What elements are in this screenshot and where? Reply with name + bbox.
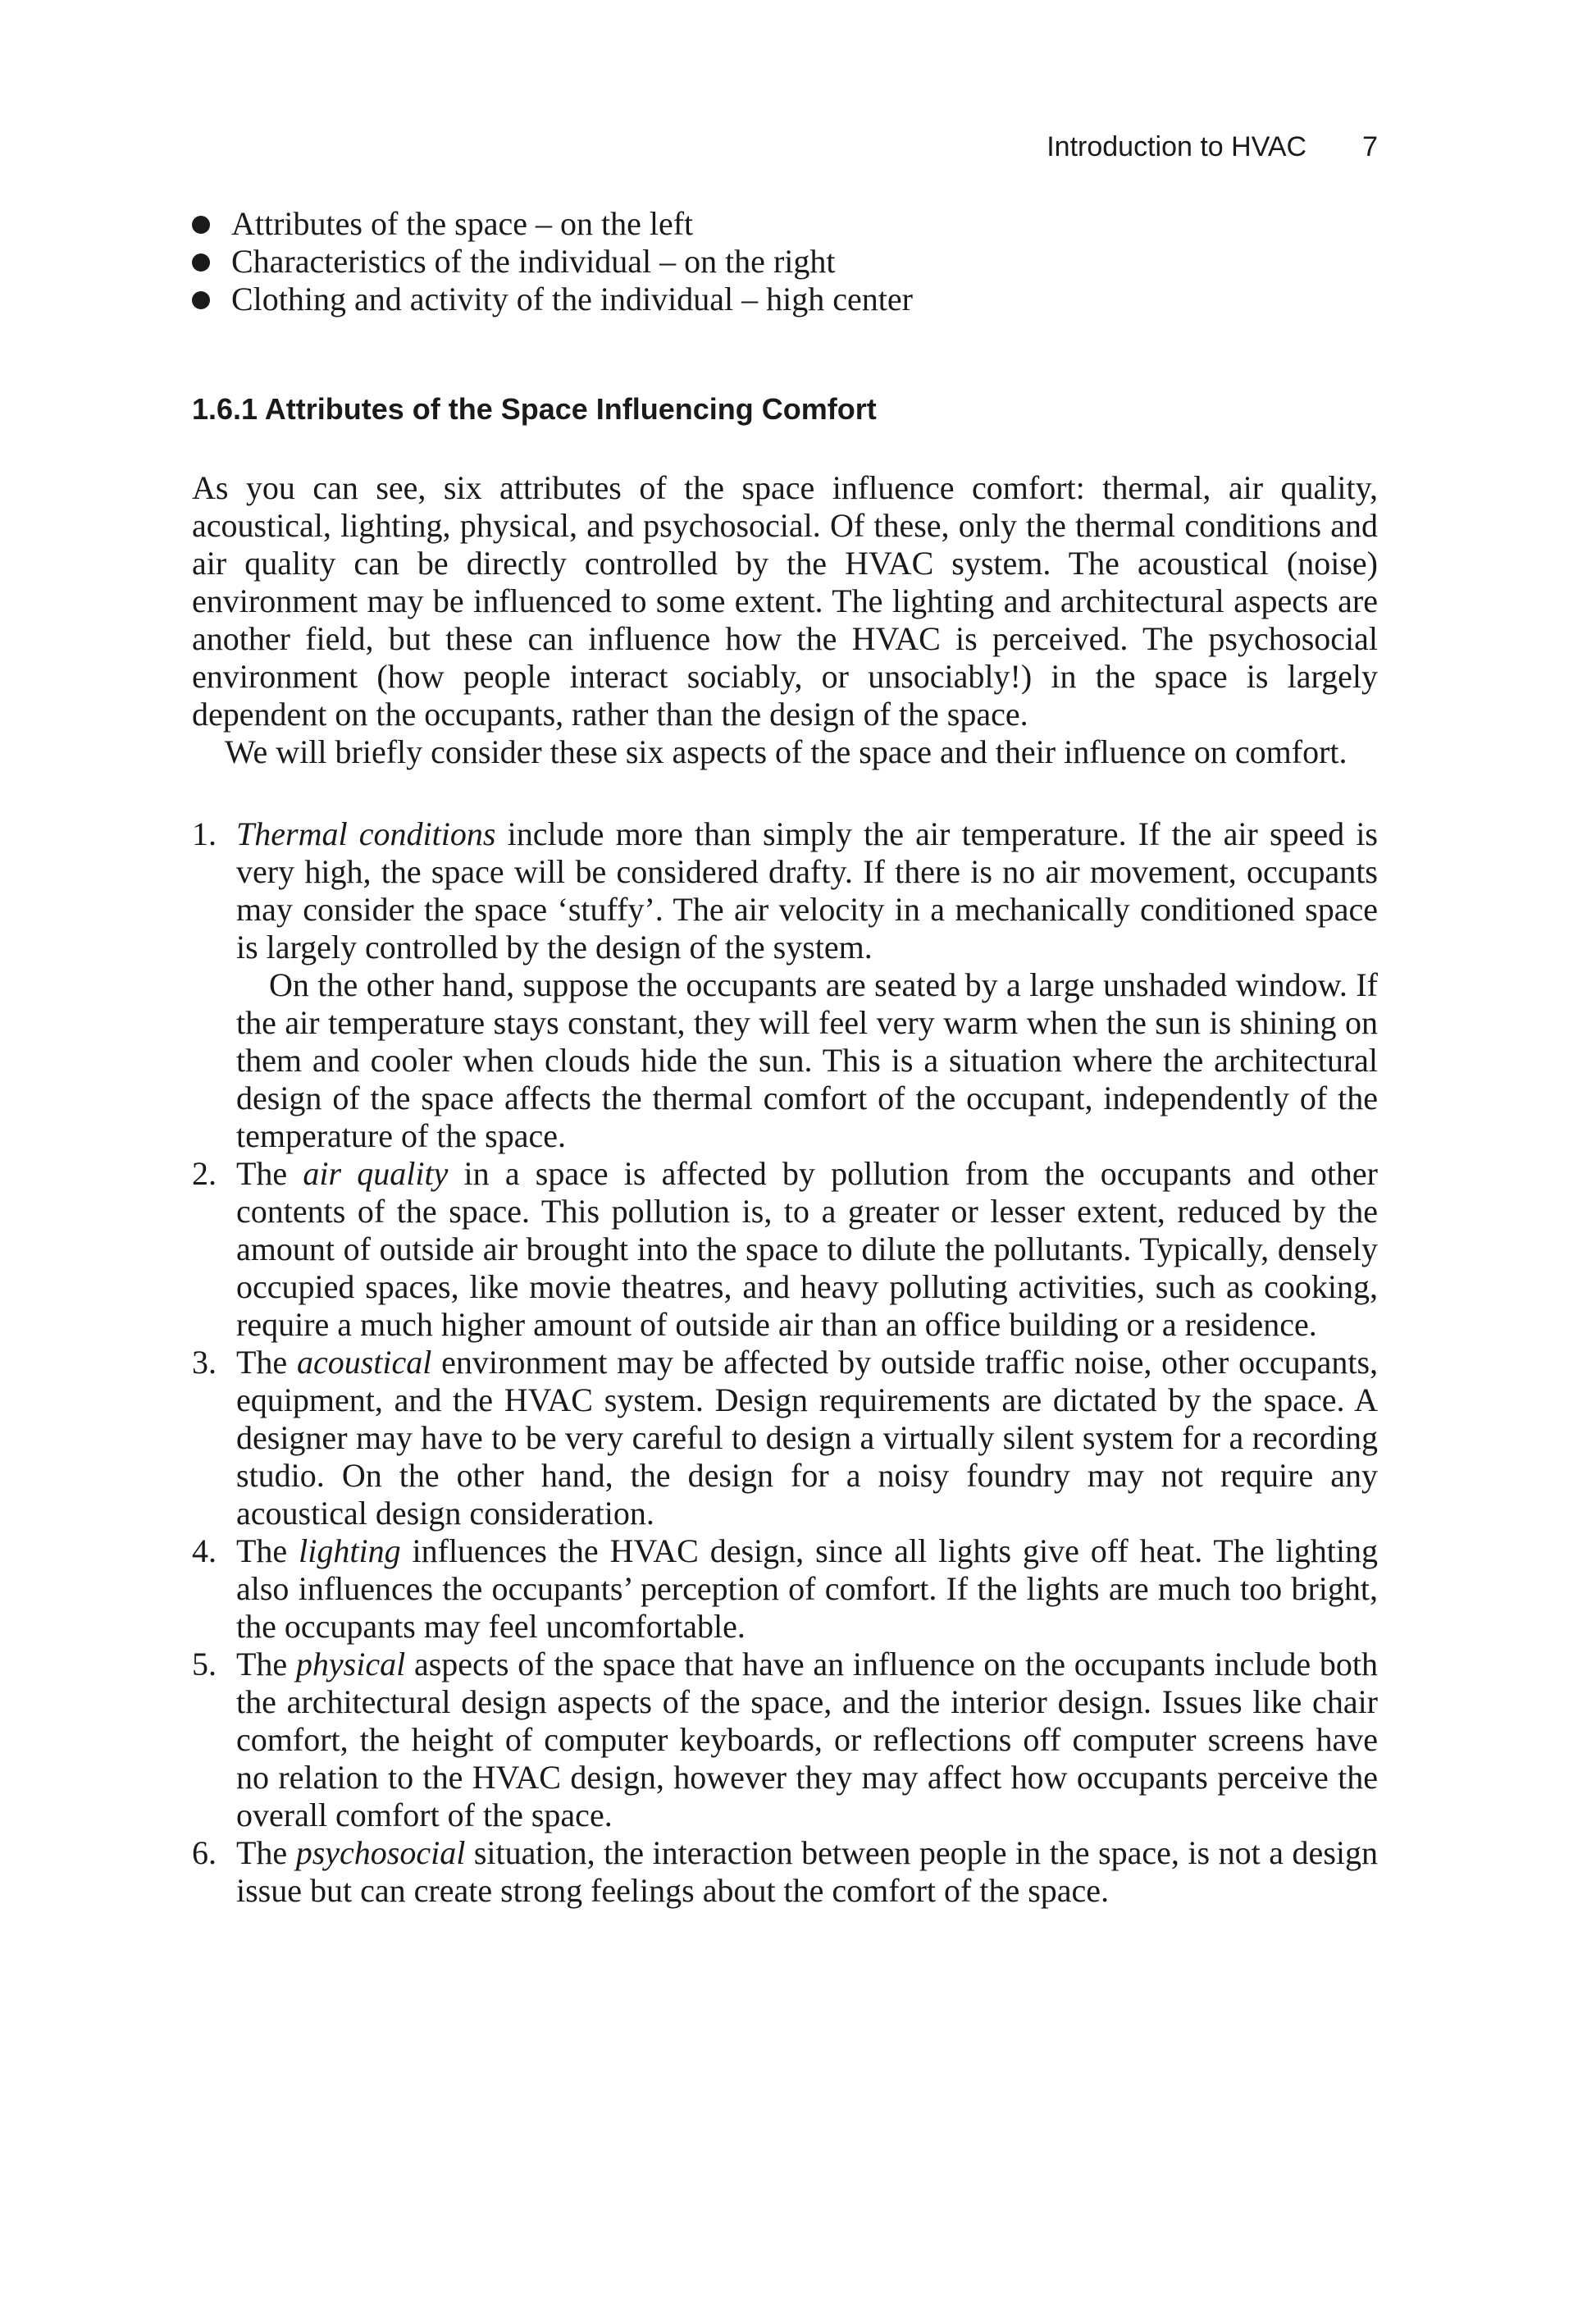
bullet-item: Characteristics of the individual – on the right xyxy=(192,243,913,281)
list-text: aspects of the space that have an influence on the occupants include both the architectural design aspects of the space, and the interior design. Issues like chair comfort, the height of computer keyboards, or reflections off computer screens have no relation to the HVAC design, however they may affect how occupants perceive the overall comfort of the space. xyxy=(236,1646,1378,1833)
list-number: 5. xyxy=(192,1646,217,1683)
intro-paragraph-2: We will briefly consider these six aspects of the space and their influence on comfort. xyxy=(225,733,1347,770)
list-text: situation, the interaction between people in the space, is not a design issue but can create strong feelings about the comfort of the space. xyxy=(236,1834,1378,1909)
bullet-item: Attributes of the space – on the left xyxy=(192,205,913,243)
section-heading: 1.6.1 Attributes of the Space Influencing Comfort xyxy=(192,392,877,426)
running-title: Introduction to HVAC xyxy=(1047,131,1307,162)
list-term: physical xyxy=(295,1646,406,1683)
bullet-dot-icon xyxy=(192,253,210,272)
list-text: environment may be affected by outside traffic noise, other occupants, equipment, and the HVAC system. Design requirements are dictated by the space. A designer may have to be very careful to design a virtually silent system for a recording studio. On the other hand, the design for a noisy foundry may not require any acoustical design consideration. xyxy=(236,1344,1379,1532)
list-term: psychosocial xyxy=(295,1834,466,1871)
list-item: 5. The physical aspects of the space that have an influence on the occupants include both the architectural design aspects of the space, and the interior design. Issues like chair comfort, the height of computer keyboards, or reflections off computer screens have no relation to the HVAC design, however they may affect how occupants perceive the overall comfort of the space. xyxy=(192,1646,1378,1833)
bullet-dot-icon xyxy=(192,291,210,309)
list-item: 4. The lighting influences the HVAC design, since all lights give off heat. The lighting also influences the occupants’ perception of comfort. If the lights are much too bright, the occupants may feel uncomfortable. xyxy=(192,1532,1378,1645)
numbered-list xyxy=(192,815,1378,1910)
list-number: 6. xyxy=(192,1834,217,1871)
list-item: 6. The psychosocial situation, the interaction between people in the space, is not a design issue but can create strong feelings about the comfort of the space. xyxy=(192,1834,1378,1909)
bullet-list xyxy=(192,205,913,318)
list-text: influences the HVAC design, since all lights give off heat. The lighting also influences the occupants’ perception of comfort. If the lights are much too bright, the occupants may feel uncomfortable. xyxy=(236,1532,1378,1645)
running-header xyxy=(1047,131,1378,163)
list-text: include more than simply the air temperature. If the air speed is very high, the space will be considered drafty. If there is no air movement, occupants may consider the space ‘stuffy’. The air velocity in a mechanically conditioned space is largely controlled by the design of the system. xyxy=(236,815,1378,966)
bullet-item: Clothing and activity of the individual – high center xyxy=(192,281,913,318)
bullet-dot-icon xyxy=(192,216,210,234)
list-term: lighting xyxy=(299,1532,401,1569)
list-item: 2. The air quality in a space is affected by pollution from the occupants and other contents of the space. This pollution is, to a greater or lesser extent, reduced by the amount of outside air brought into the space to dilute the pollutants. Typically, densely occupied spaces, like movie theatres, and heavy polluting activities, such as cooking, require a much higher amount of outside air than an office building or a residence. xyxy=(192,1155,1379,1343)
list-term: air quality xyxy=(303,1155,449,1192)
list-term: Thermal conditions xyxy=(236,815,496,852)
list-item: 3. The acoustical environment may be affected by outside traffic noise, other occupants, equipment, and the HVAC system. Design requirements are dictated by the space. A designer may have to be very careful to design a virtually silent system for a recording studio. On the other hand, the design for a noisy foundry may not require any acoustical design consideration. xyxy=(192,1344,1379,1532)
list-number: 3. xyxy=(192,1344,217,1381)
intro-paragraph: As you can see, six attributes of the space influence comfort: thermal, air quality, acoustical, lighting, physical, and psychosocial. Of these, only the thermal conditions and air quality can be directly controlled by the HVAC system. The acoustical (noise) environment may be influenced to some extent. The lighting and architectural aspects are another field, but these can influence how the HVAC is perceived. The psychosocial environment (how people interact sociably, or unsociably!) in the space is largely dependent on the occupants, rather than the design of the space. xyxy=(192,469,1378,733)
list-term: acoustical xyxy=(296,1344,432,1381)
list-number: 4. xyxy=(192,1532,217,1569)
list-item xyxy=(192,815,1378,1155)
list-text: in a space is affected by pollution from the occupants and other contents of the space. This pollution is, to a greater or lesser extent, reduced by the amount of outside air brought into the space to dilute the pollutants. Typically, densely occupied spaces, like movie theatres, and heavy polluting activities, such as cooking, require a much higher amount of outside air than an office building or a residence. xyxy=(236,1155,1379,1343)
section-body xyxy=(192,469,1378,1910)
list-number: 1. xyxy=(192,815,217,852)
page-number: 7 xyxy=(1362,131,1378,162)
list-subparagraph: On the other hand, suppose the occupants are seated by a large unshaded window. If the air temperature stays constant, they will feel very warm when the sun is shining on them and cooler when clouds hide the sun. This is a situation where the architectural design of the space affects the thermal comfort of the occupant, independently of the temperature of the space. xyxy=(236,966,1378,1154)
list-number: 2. xyxy=(192,1155,217,1192)
